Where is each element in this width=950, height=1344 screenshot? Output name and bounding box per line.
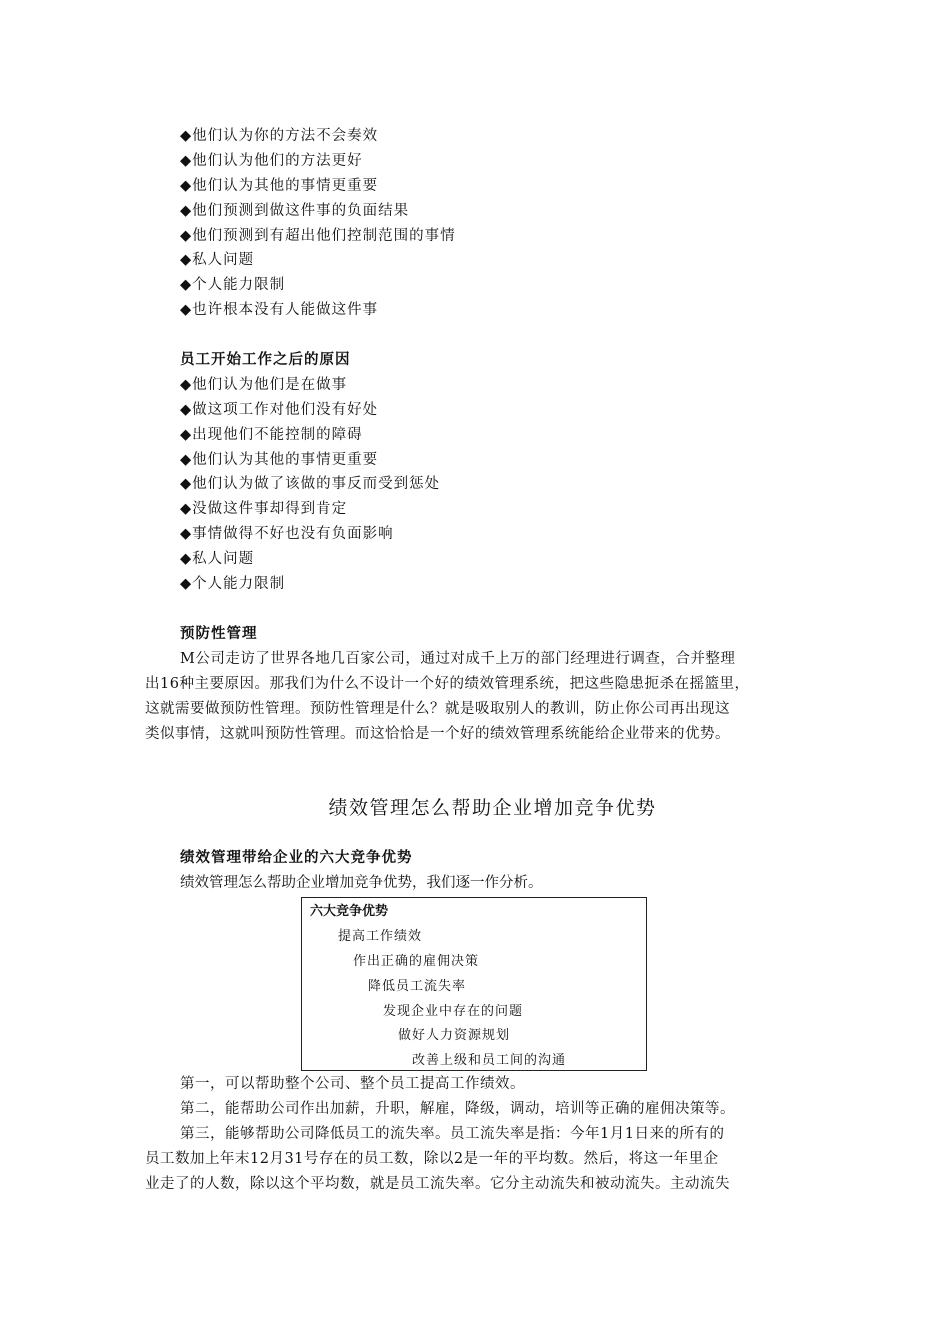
section-heading: 绩效管理带给企业的六大竞争优势 — [180, 850, 413, 866]
paragraph-line: M公司走访了世界各地几百家公司，通过对成千上万的部门经理进行调查，合并整理 — [180, 650, 736, 667]
list-item: ◆也许根本没有人能做这件事 — [180, 302, 379, 319]
paragraph-line: 员工数加上年末12月31号存在的员工数，除以2是一年的平均数。然后，将这一年里企 — [145, 1150, 719, 1167]
list-item: ◆个人能力限制 — [180, 576, 286, 593]
list-item: ◆做这项工作对他们没有好处 — [180, 401, 379, 418]
paragraph-line: 出16种主要原因。那我们为什么不设计一个好的绩效管理系统，把这些隐患扼杀在摇篮里， — [145, 675, 750, 692]
section-subtitle: 绩效管理怎么帮助企业增加竞争优势，我们逐一作分析。 — [180, 874, 543, 891]
reasons-after-start-section — [180, 348, 440, 597]
advantages-explanation — [145, 1072, 810, 1196]
list-item: ◆他们认为其他的事情更重要 — [180, 451, 379, 468]
box-item: 提高工作绩效 — [338, 928, 423, 944]
box-item: 做好人力资源规划 — [398, 1028, 511, 1044]
chapter-title: 绩效管理怎么帮助企业增加竞争优势 — [328, 797, 657, 819]
list-item: ◆他们预测到有超出他们控制范围的事情 — [180, 227, 456, 244]
list-item: ◆他们认为你的方法不会奏效 — [180, 128, 379, 144]
paragraph — [145, 1072, 810, 1196]
list-item: ◆他们认为其他的事情更重要 — [180, 177, 379, 194]
box-item: 降低员工流失率 — [368, 978, 467, 994]
preventive-management-section — [145, 622, 810, 746]
list-item: ◆出现他们不能控制的障碍 — [180, 426, 363, 443]
section-heading: 预防性管理 — [180, 626, 258, 642]
list-item: ◆私人问题 — [180, 252, 255, 269]
list-item: ◆没做这件事却得到肯定 — [180, 501, 348, 518]
list-item: ◆个人能力限制 — [180, 277, 286, 294]
paragraph-line: 这就需要做预防性管理。预防性管理是什么？就是吸取别人的教训，防止你公司再出现这 — [145, 700, 730, 717]
paragraph-line: 类似事情，这就叫预防性管理。而这恰恰是一个好的绩效管理系统能给企业带来的优势。 — [145, 725, 730, 742]
box-item: 改善上级和员工间的沟通 — [412, 1053, 567, 1069]
list-item: ◆他们认为做了该做的事反而受到惩处 — [180, 476, 441, 493]
reasons-list-before — [180, 124, 456, 323]
paragraph-line: 第三，能够帮助公司降低员工的流失率。员工流失率是指：今年1月1日来的所有的 — [180, 1125, 725, 1142]
paragraph-line: 第一，可以帮助整个公司、整个员工提高工作绩效。 — [180, 1076, 525, 1092]
list-item: ◆私人问题 — [180, 551, 255, 568]
box-item: 作出正确的雇佣决策 — [353, 953, 480, 969]
paragraph-line: 第二，能帮助公司作出加薪，升职，解雇，降级，调动，培训等正确的雇佣决策等。 — [180, 1100, 735, 1117]
list-item: ◆他们认为他们的方法更好 — [180, 152, 363, 169]
list-item: ◆他们预测到做这件事的负面结果 — [180, 202, 410, 219]
box-title: 六大竞争优势 — [310, 904, 389, 919]
list-item: ◆他们认为他们是在做事 — [180, 376, 348, 393]
section-heading: 员工开始工作之后的原因 — [180, 352, 351, 368]
six-advantages-section — [180, 846, 543, 896]
list-item: ◆事情做得不好也没有负面影响 — [180, 526, 394, 543]
box-item: 发现企业中存在的问题 — [383, 1003, 524, 1019]
advantages-box — [301, 897, 647, 1071]
paragraph — [145, 647, 810, 747]
paragraph-line: 业走了的人数，除以这个平均数，就是员工流失率。它分主动流失和被动流失。主动流失 — [145, 1175, 730, 1192]
